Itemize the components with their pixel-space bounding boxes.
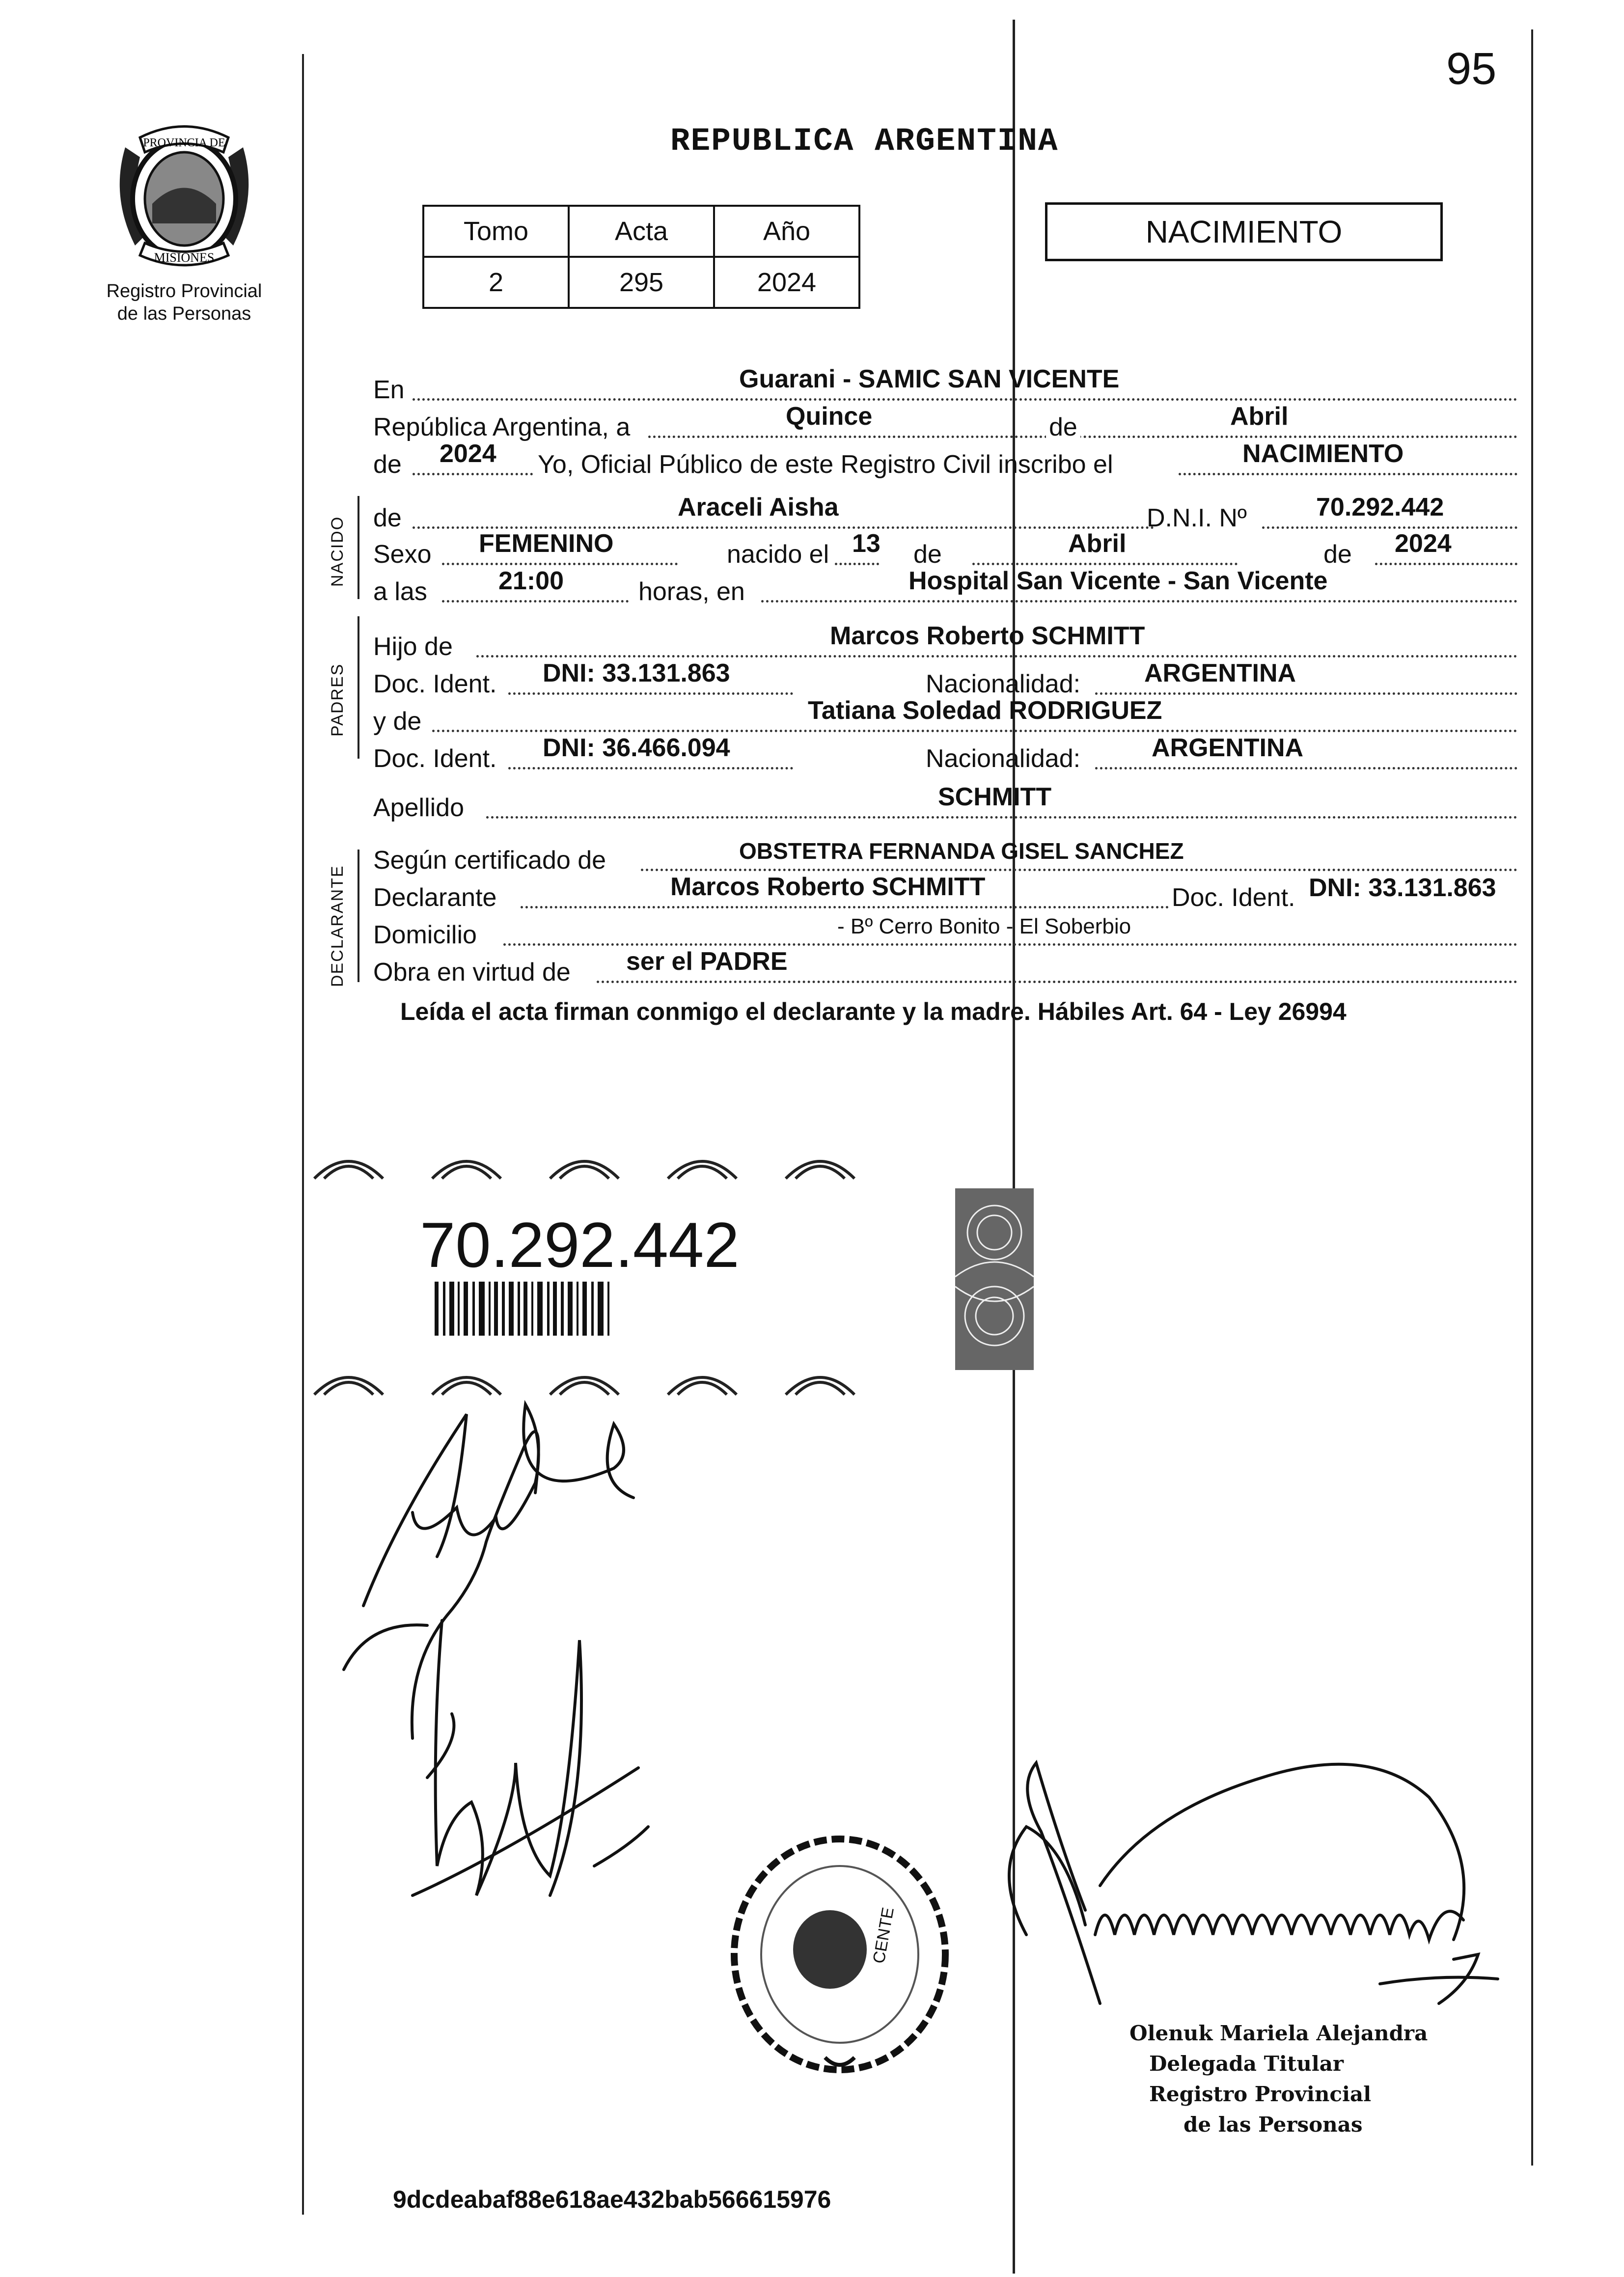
en-label: En — [373, 376, 405, 404]
logo-caption-line2: de las Personas — [117, 303, 251, 324]
father-nationality-value: ARGENTINA — [1144, 659, 1296, 687]
hologram-patch — [955, 1188, 1034, 1370]
security-sticker — [304, 1134, 908, 1402]
signature-official — [987, 1748, 1513, 2062]
certificado-label: Según certificado de — [373, 846, 606, 875]
mother-name-value: Tatiana Soledad RODRIGUEZ — [808, 696, 1162, 725]
official-name-stamp — [1129, 2018, 1428, 2140]
official-seal-icon — [712, 1817, 967, 2092]
nacido-el-label: nacido el — [727, 540, 829, 569]
form-line-oficial — [373, 429, 1517, 479]
hijo-de-label: Hijo de — [373, 632, 453, 661]
mother-nationality-value: ARGENTINA — [1152, 734, 1304, 762]
year-de-label: de — [373, 450, 402, 479]
apellido-label: Apellido — [373, 794, 465, 822]
month-value: Abril — [1230, 402, 1289, 431]
official-seal — [712, 1817, 967, 2092]
republica-label: República Argentina, a — [373, 413, 631, 441]
sticker-number: 70.292.442 — [420, 1209, 740, 1281]
form-line-time — [373, 556, 1517, 606]
record-table — [422, 205, 860, 309]
record-header-tomo: Tomo — [423, 206, 569, 257]
horas-en-label: horas, en — [638, 577, 745, 606]
birth-month-value: Abril — [1068, 529, 1127, 558]
child-dni-value: 70.292.442 — [1316, 493, 1444, 521]
handwritten-signature-icon — [403, 1591, 658, 1925]
domicilio-label: Domicilio — [373, 921, 477, 949]
side-label-padres: PADRES — [328, 663, 347, 737]
birth-de-label: de — [913, 540, 942, 569]
official-position: Delegada Titular — [1149, 2052, 1344, 2076]
form-line-obra — [373, 937, 1517, 987]
padres-bracket — [358, 616, 359, 759]
record-value-anio: 2024 — [714, 257, 859, 308]
record-value-tomo: 2 — [423, 257, 569, 308]
act-type-value: NACIMIENTO — [1242, 439, 1404, 468]
coat-of-arms-icon — [106, 118, 263, 280]
record-type-box: NACIMIENTO — [1045, 202, 1443, 261]
handwritten-signature-icon — [987, 1748, 1513, 2062]
child-name-value: Araceli Aisha — [678, 493, 839, 521]
declarante-label: Declarante — [373, 883, 497, 912]
record-header-acta: Acta — [569, 206, 714, 257]
certifier-value: OBSTETRA FERNANDA GISEL SANCHEZ — [739, 838, 1184, 864]
declarante-bracket — [358, 850, 359, 982]
province-logo — [106, 118, 263, 280]
obra-label: Obra en virtud de — [373, 958, 571, 987]
form-line-surname — [373, 772, 1517, 823]
date-de-label: de — [1046, 412, 1080, 442]
dni-label: D.N.I. Nº — [1147, 504, 1247, 532]
document-hash: 9dcdeabaf88e618ae432bab566615976 — [393, 2186, 831, 2213]
mother-doc-value: DNI: 36.466.094 — [543, 734, 730, 762]
declarant-doc-value: DNI: 33.131.863 — [1309, 874, 1496, 902]
declarant-doc-label: Doc. Ident. — [1169, 883, 1298, 912]
logo-bottom-text: MISIONES — [154, 250, 215, 265]
year-value: 2024 — [440, 439, 496, 468]
signature-mother — [403, 1591, 658, 1925]
sex-value: FEMENINO — [479, 529, 614, 558]
logo-caption-line1: Registro Provincial — [106, 281, 262, 302]
left-margin-line — [302, 54, 304, 2215]
official-name: Olenuk Mariela Alejandra — [1129, 2021, 1428, 2045]
mother-doc-label: Doc. Ident. — [373, 744, 497, 773]
birth-time-value: 21:00 — [498, 567, 564, 595]
side-label-declarante: DECLARANTE — [328, 865, 347, 987]
sexo-label: Sexo — [373, 540, 432, 569]
birth-day-value: 13 — [852, 529, 881, 558]
mother-nationality-label: Nacionalidad: — [926, 744, 1081, 773]
place-value: Guarani - SAMIC SAN VICENTE — [739, 365, 1120, 393]
declarant-value: Marcos Roberto SCHMITT — [670, 873, 986, 901]
logo-caption — [76, 280, 292, 325]
day-words-value: Quince — [786, 402, 873, 431]
father-name-value: Marcos Roberto SCHMITT — [830, 622, 1145, 650]
capacity-value: ser el PADRE — [626, 947, 788, 976]
document-title: REPUBLICA ARGENTINA — [670, 123, 1059, 160]
father-doc-value: DNI: 33.131.863 — [543, 659, 730, 687]
father-nationality-label: Nacionalidad: — [926, 670, 1081, 698]
a-las-label: a las — [373, 577, 427, 606]
father-doc-label: Doc. Ident. — [373, 670, 497, 698]
child-de-label: de — [373, 504, 402, 532]
record-header-anio: Año — [714, 206, 859, 257]
oficial-text: Yo, Oficial Público de este Registro Civil inscribo el — [538, 450, 1113, 479]
page-number: 95 — [1446, 44, 1497, 94]
record-value-acta: 295 — [569, 257, 714, 308]
y-de-label: y de — [373, 707, 422, 736]
birth-year-value: 2024 — [1395, 529, 1452, 558]
address-value: - Bº Cerro Bonito - El Soberbio — [837, 914, 1131, 938]
birth-year-de-label: de — [1323, 540, 1352, 569]
surname-value: SCHMITT — [938, 783, 1052, 811]
hologram-icon — [955, 1188, 1034, 1370]
form-line-mother-doc — [373, 723, 1517, 773]
official-office-sub: de las Personas — [1184, 2112, 1363, 2137]
logo-top-text: PROVINCIA DE — [143, 137, 225, 149]
birth-place-value: Hospital San Vicente - San Vicente — [908, 567, 1328, 595]
seal-center-text: CENTE — [869, 1906, 898, 1965]
nacido-bracket — [358, 496, 359, 599]
closing-text: Leída el acta firman conmigo el declarante y la madre. Hábiles Art. 64 - Ley 26994 — [400, 998, 1347, 1025]
official-office: Registro Provincial — [1149, 2082, 1372, 2106]
sticker-pattern — [304, 1134, 908, 1402]
right-edge-line — [1531, 29, 1533, 2166]
side-label-nacido: NACIDO — [328, 516, 347, 587]
